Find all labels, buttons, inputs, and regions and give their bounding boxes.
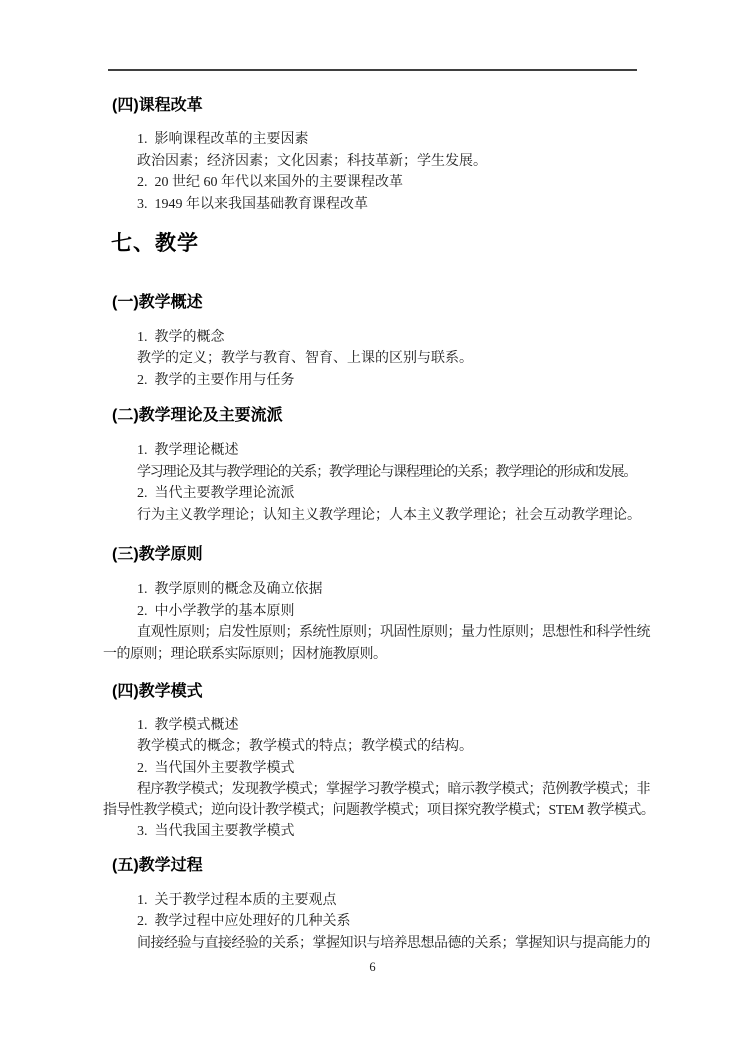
chapter-heading-teaching: 七、教学: [111, 232, 199, 255]
outline-line: 2. 20 世纪 60 年代以来国外的主要课程改革: [137, 175, 403, 190]
outline-line: 教学的定义；教学与教育、智育、上课的区别与联系。: [137, 351, 473, 366]
outline-line: 1. 教学模式概述: [137, 718, 239, 733]
outline-line: 直观性原则；启发性原则；系统性原则；巩固性原则；量力性原则；思想性和科学性统: [137, 625, 650, 640]
outline-line: 3. 1949 年以来我国基础教育课程改革: [137, 197, 368, 212]
outline-line: 2. 教学过程中应处理好的几种关系: [137, 914, 351, 929]
outline-line: 2. 当代国外主要教学模式: [137, 761, 295, 776]
outline-line: 1. 教学原则的概念及确立依据: [137, 582, 323, 597]
outline-line: 一的原则；理论联系实际原则；因材施教原则。: [103, 647, 387, 662]
outline-line: 2. 教学的主要作用与任务: [137, 373, 295, 388]
outline-line: 2. 中小学教学的基本原则: [137, 604, 295, 619]
section-heading-teaching-process: (五)教学过程: [112, 857, 203, 874]
section-heading-teaching-principles: (三)教学原则: [112, 546, 203, 563]
outline-line: 程序教学模式；发现教学模式；掌握学习教学模式；暗示教学模式；范例教学模式；非: [137, 782, 650, 797]
section-heading-teaching-theories: (二)教学理论及主要流派: [112, 407, 283, 424]
outline-line: 学习理论及其与教学理论的关系；教学理论与课程理论的关系；教学理论的形成和发展。: [137, 465, 637, 480]
section-heading-curriculum-reform: (四)课程改革: [112, 97, 203, 114]
outline-line: 政治因素；经济因素；文化因素；科技革新；学生发展。: [137, 154, 487, 169]
outline-line: 行为主义教学理论；认知主义教学理论；人本主义教学理论；社会互动教学理论。: [137, 508, 641, 523]
section-heading-teaching-models: (四)教学模式: [112, 683, 203, 700]
outline-line: 1. 关于教学过程本质的主要观点: [137, 893, 337, 908]
outline-line: 教学模式的概念；教学模式的特点；教学模式的结构。: [137, 739, 473, 754]
outline-line: 1. 影响课程改革的主要因素: [137, 132, 309, 147]
page-number: 6: [369, 960, 376, 974]
header-rule: [108, 69, 637, 71]
outline-line: 指导性教学模式；逆向设计教学模式；问题教学模式；项目探究教学模式；STEM 教学模式。: [103, 803, 655, 818]
outline-line: 1. 教学的概念: [137, 330, 225, 345]
section-heading-teaching-overview: (一)教学概述: [112, 294, 203, 311]
outline-line: 2. 当代主要教学理论流派: [137, 486, 295, 501]
outline-line: 1. 教学理论概述: [137, 443, 239, 458]
outline-line: 间接经验与直接经验的关系；掌握知识与培养思想品德的关系；掌握知识与提高能力的: [137, 936, 650, 951]
outline-line: 3. 当代我国主要教学模式: [137, 824, 295, 839]
